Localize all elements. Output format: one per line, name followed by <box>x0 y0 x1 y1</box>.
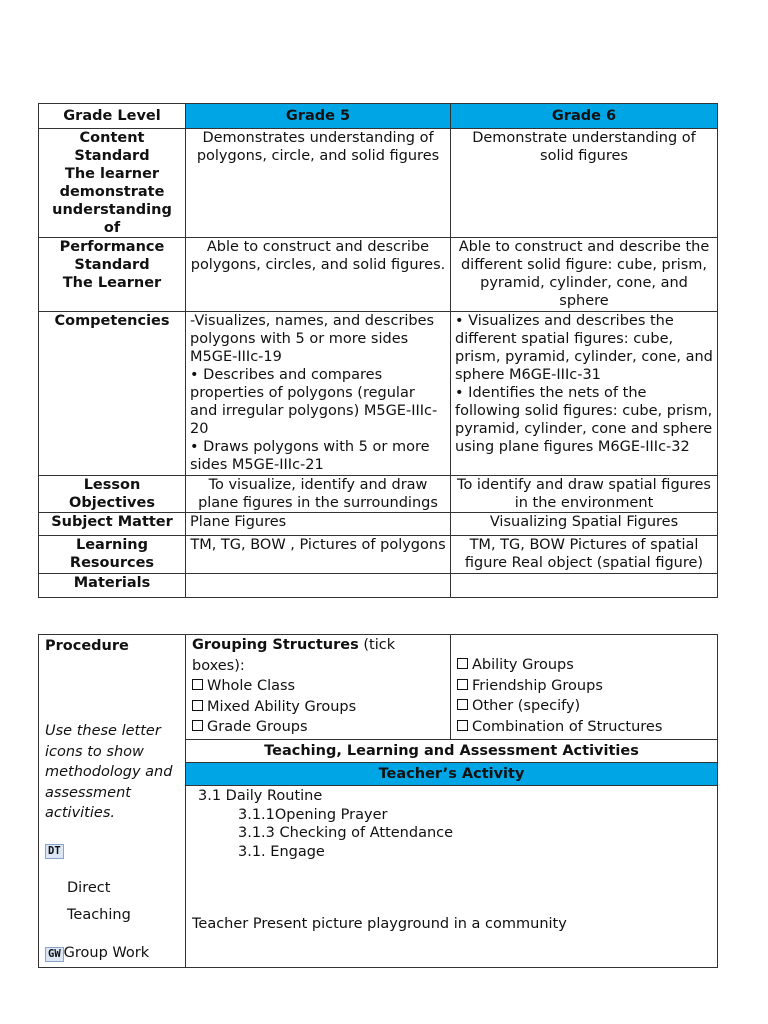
grade6-lesson-objectives: To identify and draw spatial figures in the environment <box>451 476 718 513</box>
checkbox-icon[interactable] <box>457 658 468 669</box>
checkbox-combination[interactable]: Combination of Structures <box>457 719 662 735</box>
direct-label: Direct <box>67 879 111 896</box>
routine-title: 3.1 Daily Routine <box>198 788 323 804</box>
grade5-materials <box>186 574 451 598</box>
materials-label: Materials <box>39 574 186 598</box>
grade5-content-standard: Demonstrates understanding of polygons, circle, and solid figures <box>186 129 451 238</box>
grade5-learning-resources: TM, TG, BOW , Pictures of polygons <box>186 536 451 574</box>
routine-item: 3.1.1Opening Prayer <box>238 806 388 823</box>
table-row <box>39 312 718 476</box>
grade6-learning-resources: TM, TG, BOW Pictures of spatial figure Real object (spatial figure) <box>451 536 718 574</box>
table-row <box>39 129 718 238</box>
grade5-competencies: -Visualizes, names, and describes polygons with 5 or more sides M5GE-IIIc-19 • Describes and compares properties of polygons (regular and irregular polygons) M5GE-IIIc-20 • Draws polygons with 5 or more sides M5GE-IIIc-21 <box>186 312 451 476</box>
table-row <box>39 536 718 574</box>
routine-item: 3.1.3 Checking of Attendance <box>238 825 454 841</box>
grouping-title: Grouping Structures <box>192 637 359 653</box>
procedure-table <box>38 634 718 968</box>
group-work-label: Group Work <box>63 944 150 961</box>
methodology-note: Use these letter icons to show methodology and assessment activities. <box>45 723 173 821</box>
checkbox-icon[interactable] <box>457 720 468 731</box>
grade6-competencies: • Visualizes and describes the different spatial figures: cube, prism, pyramid, cylinder, cone, and sphere M6GE-IIIc-31 • Identifies the nets of the following solid figures: cube, prism, pyramid, cylinder, cone and sphere using plane figures M6GE-IIIc-32 <box>451 312 718 476</box>
grouping-row <box>39 635 718 740</box>
grade5-subject-matter: Plane Figures <box>186 513 451 536</box>
procedure-column <box>39 635 186 968</box>
lesson-objectives-label: Lesson Objectives <box>39 476 186 513</box>
checkbox-other[interactable]: Other (specify) <box>457 698 580 714</box>
procedure-title: Procedure <box>45 638 129 654</box>
grouping-left-cell: Grouping Structures (tick boxes): Whole Class Mixed Ability Groups Grade Groups <box>186 635 451 740</box>
activities-heading: Teaching, Learning and Assessment Activities <box>186 740 718 763</box>
grade6-content-standard: Demonstrate understanding of solid figures <box>451 129 718 238</box>
checkbox-friendship-groups[interactable]: Friendship Groups <box>457 678 603 694</box>
table-row <box>39 476 718 513</box>
grade6-subject-matter: Visualizing Spatial Figures <box>451 513 718 536</box>
competencies-label: Competencies <box>39 312 186 476</box>
checkbox-ability-groups[interactable]: Ability Groups <box>457 657 574 673</box>
grade6-header: Grade 6 <box>451 104 718 129</box>
grade6-performance-standard: Able to construct and describe the different solid figure: cube, prism, pyramid, cylinder, cone, and sphere <box>451 238 718 312</box>
teacher-activity-heading: Teacher’s Activity <box>186 763 718 786</box>
checkbox-icon[interactable] <box>457 679 468 690</box>
routine-item: 3.1. Engage <box>238 843 325 860</box>
routine-cell <box>186 786 718 968</box>
table-row <box>39 513 718 536</box>
grouping-right-cell <box>451 635 718 740</box>
table-row <box>39 238 718 312</box>
checkbox-icon[interactable] <box>192 720 203 731</box>
teacher-line: Teacher Present picture playground in a community <box>192 916 567 932</box>
grade-level-label: Grade Level <box>39 104 186 129</box>
teaching-label: Teaching <box>67 906 131 923</box>
grade6-materials <box>451 574 718 598</box>
table-row <box>39 574 718 598</box>
checkbox-icon[interactable] <box>192 679 203 690</box>
subject-matter-label: Subject Matter <box>39 513 186 536</box>
checkbox-mixed-ability[interactable]: Mixed Ability Groups <box>192 699 356 715</box>
checkbox-grade-groups[interactable]: Grade Groups <box>192 719 308 735</box>
content-standard-label: Content Standard The learner demonstrate understanding of <box>39 129 186 238</box>
grade5-performance-standard: Able to construct and describe polygons, circles, and solid figures. <box>186 238 451 312</box>
dt-icon: DT <box>45 844 64 859</box>
checkbox-whole-class[interactable]: Whole Class <box>192 678 295 694</box>
grade5-header: Grade 5 <box>186 104 451 129</box>
checkbox-icon[interactable] <box>457 699 468 710</box>
table-header-row <box>39 104 718 129</box>
learning-resources-label: Learning Resources <box>39 536 186 574</box>
grade5-lesson-objectives: To visualize, identify and draw plane figures in the surroundings <box>186 476 451 513</box>
gw-icon: GW <box>45 947 64 962</box>
checkbox-icon[interactable] <box>192 700 203 711</box>
performance-standard-label: Performance Standard The Learner <box>39 238 186 312</box>
curriculum-table <box>38 103 718 598</box>
